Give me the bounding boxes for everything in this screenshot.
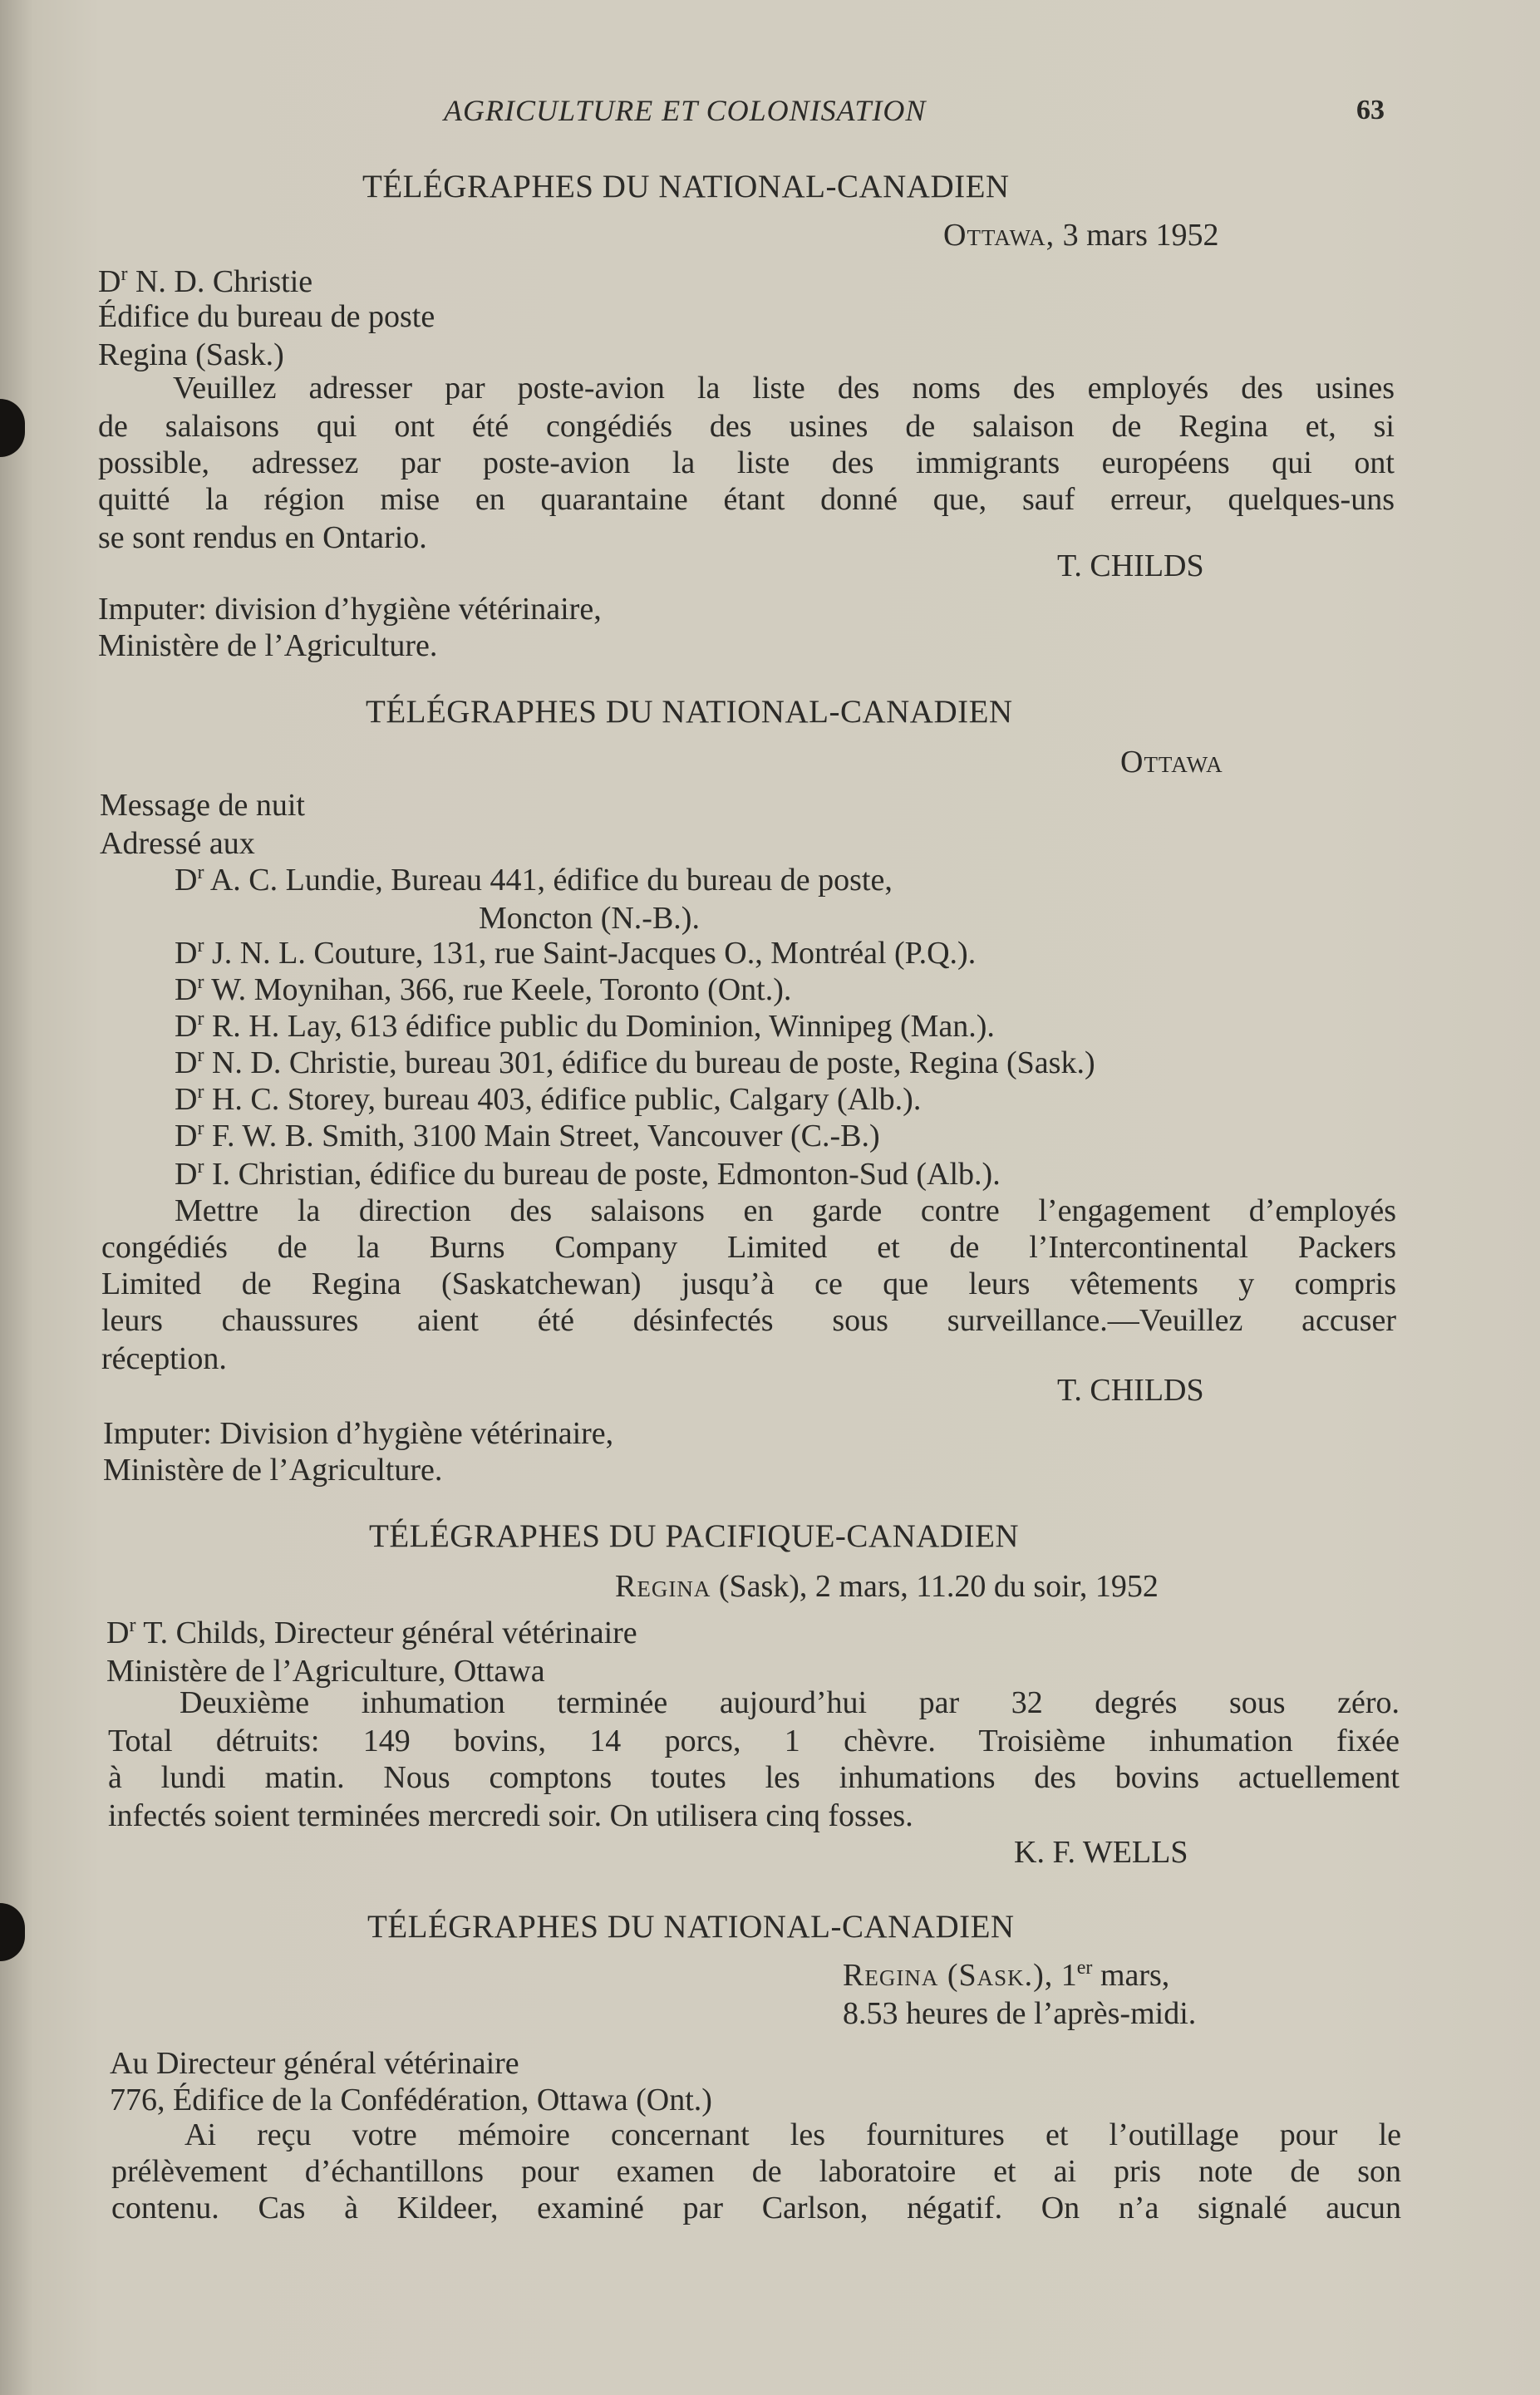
telegram1-address-line: Regina (Sask.) [98, 337, 284, 372]
telegram1-body-line: Veuillez adresser par poste-avion la liste des noms des employés des usines [173, 371, 1395, 406]
telegram1-addressee: $D^r$ N. D. Christie [98, 263, 313, 299]
recipient-line: Moncton (N.-B.). [479, 901, 700, 936]
telegram1-address-line: Édifice du bureau de poste [98, 299, 435, 334]
telegram3-body-line: Total détruits: 149 bovins, 14 porcs, 1 chèvre. Troisième inhumation fixée [108, 1724, 1400, 1758]
telegram3-addressee: $D^r$ T. Childs, Directeur général vétérinaire [106, 1615, 637, 1650]
telegram4-address-line: Au Directeur général vétérinaire [110, 2046, 519, 2081]
telegram4-body-line: Ai reçu votre mémoire concernant les fournitures et l’outillage pour le [185, 2117, 1401, 2152]
telegram2-body-line: leurs chaussures aient été désinfectés sous surveillance.—Veuillez accuser [101, 1303, 1396, 1338]
binding-hole-mark [0, 1903, 25, 1961]
binding-hole-mark [0, 399, 25, 457]
telegram1-heading: TÉLÉGRAPHES DU NATIONAL-CANADIEN [362, 169, 1010, 204]
telegram2-body-line: Limited de Regina (Saskatchewan) jusqu’à ce que leurs vêtements y compris [101, 1266, 1396, 1301]
telegram3-heading: TÉLÉGRAPHES DU PACIFIQUE-CANADIEN [369, 1518, 1020, 1554]
telegram3-body-line: Deuxième inhumation terminée aujourd’hui par 32 degrés sous zéro. [180, 1685, 1400, 1720]
page-number: 63 [1356, 95, 1385, 125]
telegram4-time: 8.53 heures de l’après-midi. [843, 1996, 1197, 2031]
telegram4-place: Regina (Sask.), [843, 1958, 1054, 1993]
telegram3-place: Regina [615, 1569, 711, 1604]
recipient-line: $D^r$ H. C. Storey, bureau 403, édifice public, Calgary (Alb.). [175, 1081, 922, 1117]
recipient-line: $D^r$ J. N. L. Couture, 131, rue Saint-Jacques O., Montréal (P.Q.). [175, 935, 977, 971]
telegram1-date: 3 mars 1952 [1062, 218, 1219, 253]
telegram1-body-line: quitté la région mise en quarantaine étant donné que, sauf erreur, quelques-uns [98, 482, 1395, 517]
telegram1-charge-line: Ministère de l’Agriculture. [98, 628, 438, 663]
telegram1-charge-line: Imputer: division d’hygiène vétérinaire, [98, 592, 602, 627]
recipient-line: $D^r$ F. W. B. Smith, 3100 Main Street, Vancouver (C.-B.) [175, 1118, 880, 1153]
telegram2-charge-line: Ministère de l’Agriculture. [103, 1453, 443, 1488]
telegram3-date: (Sask), 2 mars, 11.20 du soir, 1952 [718, 1569, 1159, 1604]
telegram2-signature: T. CHILDS [1057, 1373, 1204, 1408]
telegram1-body-line: se sont rendus en Ontario. [98, 520, 427, 555]
telegram3-body-line: infectés soient terminées mercredi soir. On utilisera cinq fosses. [108, 1798, 913, 1833]
recipient-line: $D^r$ N. D. Christie, bureau 301, édifice du bureau de poste, Regina (Sask.) [175, 1045, 1095, 1080]
recipient-line: $D^r$ W. Moynihan, 366, rue Keele, Toronto (Ont.). [175, 971, 792, 1007]
recipient-line: $D^r$ I. Christian, édifice du bureau de poste, Edmonton-Sud (Alb.). [175, 1156, 1001, 1192]
telegram2-body-line: Mettre la direction des salaisons en garde contre l’engagement d’employés [175, 1193, 1396, 1228]
telegram2-intro-line: Adressé aux [100, 826, 255, 861]
telegram3-body-line: à lundi matin. Nous comptons toutes les inhumations des bovins actuellement [108, 1760, 1400, 1795]
telegram2-intro-line: Message de nuit [100, 788, 305, 823]
telegram2-heading: TÉLÉGRAPHES DU NATIONAL-CANADIEN [366, 694, 1013, 730]
telegram1-dateline [943, 216, 1218, 254]
telegram4-date-month: mars, [1100, 1958, 1170, 1993]
telegram1-signature: T. CHILDS [1057, 548, 1204, 583]
telegram4-address-line: 776, Édifice de la Confédération, Ottawa (Ont.) [110, 2083, 712, 2117]
telegram3-address-line: Ministère de l’Agriculture, Ottawa [106, 1654, 545, 1689]
telegram1-body-line: possible, adressez par poste-avion la liste des immigrants européens qui ont [98, 445, 1395, 480]
telegram4-date-day-sup: er [1076, 1957, 1093, 1979]
running-head: AGRICULTURE ET COLONISATION [444, 94, 927, 127]
telegram1-body-line: de salaisons qui ont été congédiés des usines de salaison de Regina et, si [98, 409, 1395, 444]
telegram3-signature: K. F. WELLS [1014, 1835, 1188, 1870]
telegram2-body-line: congédiés de la Burns Company Limited et de l’Intercontinental Packers [101, 1230, 1396, 1265]
telegram2-place: Ottawa [1120, 745, 1223, 779]
telegram2-body-line: réception. [101, 1341, 227, 1376]
telegram1-place: Ottawa, [943, 218, 1055, 253]
telegram3-dateline [615, 1567, 1159, 1606]
telegram2-charge-line: Imputer: Division d’hygiène vétérinaire, [103, 1416, 614, 1451]
recipient-line: $D^r$ R. H. Lay, 613 édifice public du Dominion, Winnipeg (Man.). [175, 1008, 995, 1044]
telegram4-heading: TÉLÉGRAPHES DU NATIONAL-CANADIEN [367, 1909, 1015, 1945]
telegram4-body-line: prélèvement d’échantillons pour examen de laboratoire et ai pris note de son [111, 2154, 1401, 2189]
telegram4-date-day: 1 [1060, 1958, 1077, 1993]
telegram4-dateline [843, 1956, 1169, 1994]
recipient-line: $D^r$ A. C. Lundie, Bureau 441, édifice du bureau de poste, [175, 862, 893, 898]
telegram4-body-line: contenu. Cas à Kildeer, examiné par Carlson, négatif. On n’a signalé aucun [111, 2191, 1401, 2225]
